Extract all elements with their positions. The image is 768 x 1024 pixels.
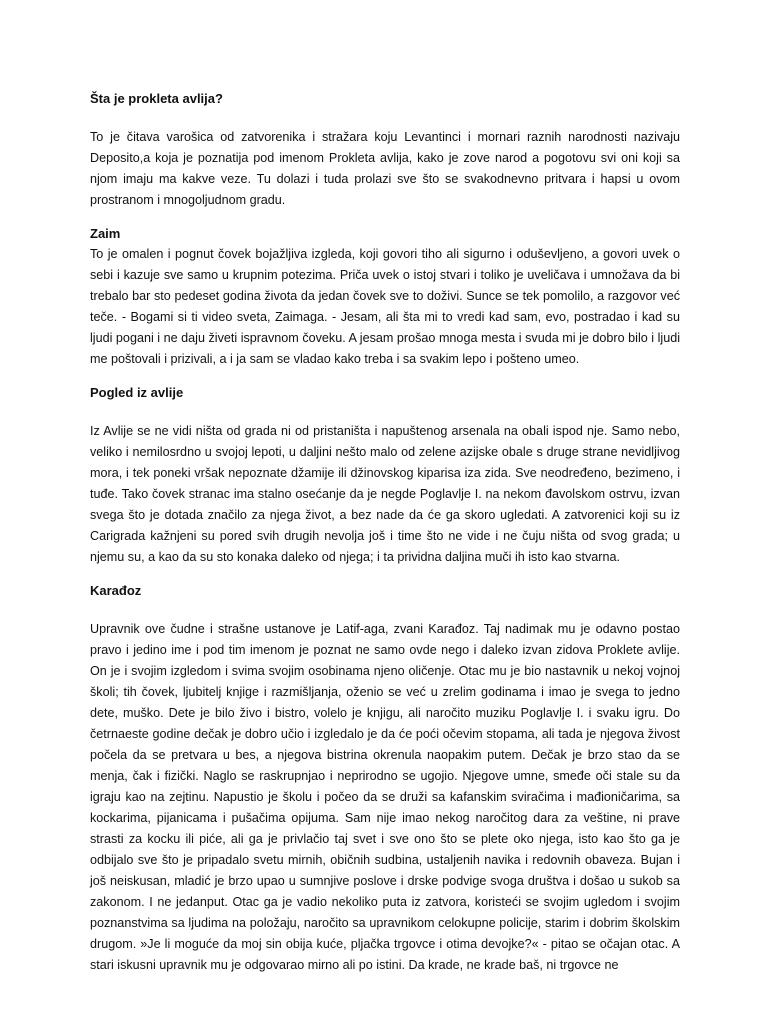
section-heading-prokleta-avlija: Šta je prokleta avlija?: [90, 91, 223, 106]
section-heading-pogled-iz-avlije: Pogled iz avlije: [90, 385, 184, 400]
section-heading-karadoz: Karađoz: [90, 583, 142, 598]
section-heading-zaim: Zaim: [90, 226, 121, 241]
section-body-prokleta-avlija: To je čitava varošica od zatvorenika i stražara koju Levantinci i mornari raznih narodnosti nazivaju Deposito,a koja je poznatija pod imenom Prokleta avlija, kako je zove narod a pogotovu svi oni koji sa njom imaju ma kakve veze. Tu dolazi i tuda prolazi sve što se svakodnevno pritvara i hapsi u ovom prostranom i mnogoljudnom gradu.: [90, 130, 680, 207]
document-page: [90, 88, 680, 976]
section-body-zaim: To je omalen i pognut čovek bojažljiva izgleda, koji govori tiho ali sigurno i oduševljeno, a govori uvek o sebi i kazuje sve samo u krupnim potezima. Priča uvek o istoj stvari i toliko je uveličava i umnožava da bi trebalo bar sto pedeset godina života da jedan čovek sve to doživi. Sunce se tek pomolilo, a razgovor već teče. - Bogami si ti video sveta, Zaimaga. - Jesam, ali šta mi to vredi kad sam, evo, postradao i kad su ljudi pogani i ne daju živeti ispravnom čoveku. A jesam prošao mnoga mesta i svuda mi je dobro bilo i ljudi me poštovali i prizivali, a i ja sam se vladao kako treba i sa svakim lepo i pošteno umeo.: [90, 247, 680, 366]
section-body-karadoz: Upravnik ove čudne i strašne ustanove je Latif-aga, zvani Karađoz. Taj nadimak mu je odavno postao pravo i jedino ime i pod tim imenom je poznat ne samo ovde nego i daleko izvan zidova Proklete avlije. On je i svojim izgledom i svima svojim osobinama njeno oličenje. Otac mu je bio nastavnik u nekoj vojnoj školi; tih čovek, ljubitelj knjige i razmišljanja, oženio se već u zrelim godinama i imao je svega to jedno dete, muško. Dete je bilo živo i bistro, volelo je knjigu, ali naročito muziku Poglavlje I. i svaku igru. Do četrnaeste godine dečak je dobro učio i izgledalo je da će poći očevim stopama, ali tada je njegova živost počela da se pretvara u bes, a njegova bistrina okrenula naopakim putem. Dečak je brzo stao da se menja, čak i fizički. Naglo se raskrupnjao i neprirodno se ugojio. Njegove umne, smeđe oči stale su da igraju kao na zejtinu. Napustio je školu i počeo da se druži sa kafanskim sviračima i mađioničarima, sa kockarima, pijanicama i pušačima opijuma. Sam nije imao nekog naročitog dara za veštine, ni prave strasti za kocku ili piće, ali ga je privlačio taj svet i sve ono što se plete oko njega, isto kao što ga je odbijalo sve što je pripadalo svetu mirnih, običnih sudbina, ustaljenih navika i redovnih obaveza. Bujan i još neiskusan, mladić je brzo upao u sumnjive poslove i drske podvige svoga društva i došao u sukob sa zakonom. I ne jedanput. Otac ga je vadio nekoliko puta iz zatvora, koristeći se svojim ugledom i svojim poznanstvima sa ljudima na položaju, naročito sa upravnikom celokupne policije, starim i dobrim školskim drugom. »Je li moguće da moj sin obija kuće, pljačka trgovce i otima devojke?« - pitao se očajan otac. A stari iskusni upravnik mu je odgovarao mirno ali po istini. Da krade, ne krade baš, ni trgovce ne: [90, 622, 680, 972]
section-body-pogled-iz-avlije: Iz Avlije se ne vidi ništa od grada ni od pristaništa i napuštenog arsenala na obali ispod nje. Samo nebo, veliko i nemilosrdno u svojoj lepoti, u daljini nešto malo od zelene azijske obale s druge strane nevidljivog mora, i tek poneki vršak nepoznate džamije ili džinovskog kiparisa iza zida. Sve neodređeno, bezimeno, i tuđe. Tako čovek stranac ima stalno osećanje da je negde Poglavlje I. na nekom đavolskom ostrvu, izvan svega što je dotada značilo za njega život, a bez nade da će ga skoro ugledati. A zatvorenici koji su iz Carigrada kažnjeni su pored svih drugih nevolja još i time što ne vide i ne čuju ništa od svog grada; u njemu su, a kao da su sto konaka daleko od njega; i ta prividna daljina muči ih isto kao stvarna.: [90, 424, 680, 564]
